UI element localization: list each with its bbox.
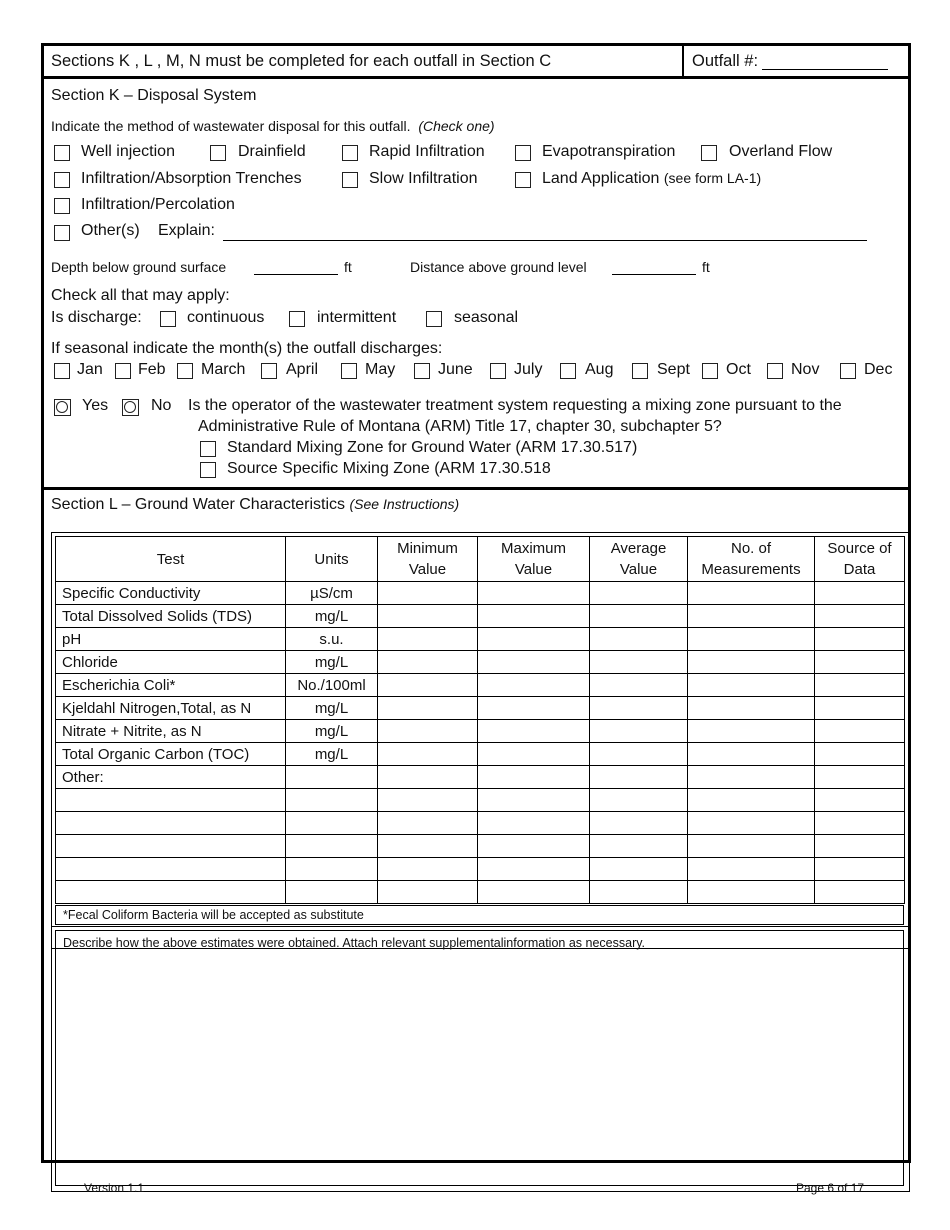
col-max: Maximum Value [478, 537, 590, 582]
measurements-cell[interactable] [688, 812, 815, 835]
min-value-cell[interactable] [378, 674, 478, 697]
max-value-cell[interactable] [478, 697, 590, 720]
table-row [56, 674, 905, 697]
units-cell: s.u. [286, 628, 378, 651]
max-value-cell[interactable] [478, 881, 590, 904]
describe-label: Describe how the above estimates were obtained. Attach relevant supplementalinformation as necessary. [63, 936, 646, 950]
overland-flow-label: Overland Flow [729, 143, 833, 160]
may-label: May [365, 361, 396, 378]
min-value-cell[interactable] [378, 628, 478, 651]
table-row [56, 858, 905, 881]
test-cell [56, 835, 286, 858]
test-cell [56, 789, 286, 812]
measurements-cell[interactable] [688, 789, 815, 812]
march-label: March [201, 361, 246, 378]
explain-input[interactable] [223, 240, 867, 241]
june-checkbox[interactable] [414, 363, 430, 379]
table-row [56, 651, 905, 674]
table-row [56, 881, 905, 904]
land-application-checkbox[interactable] [515, 172, 531, 188]
outfall-label: Outfall #: [692, 51, 759, 70]
min-value-cell[interactable] [378, 697, 478, 720]
avg-value-cell[interactable] [590, 697, 688, 720]
dec-checkbox[interactable] [840, 363, 856, 379]
source-cell[interactable] [815, 789, 905, 812]
no-label: No [151, 397, 172, 414]
form-header [44, 46, 908, 79]
infiltration-absorption-checkbox[interactable] [54, 172, 70, 188]
march-checkbox[interactable] [177, 363, 193, 379]
drainfield-label: Drainfield [238, 143, 306, 160]
table-row [56, 812, 905, 835]
max-value-cell[interactable] [478, 720, 590, 743]
slow-infiltration-checkbox[interactable] [342, 172, 358, 188]
oct-label: Oct [726, 361, 751, 378]
units-cell: mg/L [286, 720, 378, 743]
col-measurements: No. of Measurements [688, 537, 815, 582]
min-value-cell[interactable] [378, 766, 478, 789]
measurements-cell[interactable] [688, 697, 815, 720]
infiltration-percolation-checkbox[interactable] [54, 198, 70, 214]
sept-label: Sept [657, 361, 690, 378]
test-cell: Total Organic Carbon (TOC) [56, 743, 286, 766]
col-test: Test [56, 537, 286, 582]
min-value-cell[interactable] [378, 651, 478, 674]
ground-water-table-frame [51, 532, 910, 949]
section-l-title: Section L – Ground Water Characteristics (See Instructions) [51, 496, 460, 513]
min-value-cell[interactable] [378, 835, 478, 858]
jan-checkbox[interactable] [54, 363, 70, 379]
infiltration-absorption-label: Infiltration/Absorption Trenches [81, 170, 302, 187]
max-value-cell[interactable] [478, 605, 590, 628]
avg-value-cell[interactable] [590, 674, 688, 697]
continuous-label: continuous [187, 309, 265, 326]
source-cell[interactable] [815, 651, 905, 674]
test-cell [56, 881, 286, 904]
nov-label: Nov [791, 361, 820, 378]
measurements-cell[interactable] [688, 651, 815, 674]
test-cell: Other: [56, 766, 286, 789]
outfall-number-input[interactable] [762, 52, 888, 70]
source-cell[interactable] [815, 674, 905, 697]
source-cell[interactable] [815, 605, 905, 628]
col-units: Units [286, 537, 378, 582]
table-row [56, 743, 905, 766]
dec-label: Dec [864, 361, 893, 378]
min-value-cell[interactable] [378, 743, 478, 766]
col-avg: Average Value [590, 537, 688, 582]
intermittent-checkbox[interactable] [289, 311, 305, 327]
sections-instruction: Sections K , L , M, N must be completed for each outfall in Section C [51, 51, 552, 70]
avg-value-cell[interactable] [590, 858, 688, 881]
distance-unit: ft [702, 259, 710, 275]
oct-checkbox[interactable] [702, 363, 718, 379]
max-value-cell[interactable] [478, 651, 590, 674]
table-row [56, 582, 905, 605]
source-cell[interactable] [815, 720, 905, 743]
table-row [56, 628, 905, 651]
units-cell: No./100ml [286, 674, 378, 697]
standard-mixing-zone-label: Standard Mixing Zone for Ground Water (ARM 17.30.517) [227, 439, 638, 456]
aug-checkbox[interactable] [560, 363, 576, 379]
units-cell [286, 835, 378, 858]
april-checkbox[interactable] [261, 363, 277, 379]
table-header-row [56, 537, 905, 582]
min-value-cell[interactable] [378, 858, 478, 881]
distance-label: Distance above ground level [410, 259, 587, 275]
method-prompt: Indicate the method of wastewater disposal for this outfall. (Check one) [51, 118, 495, 134]
infiltration-percolation-label: Infiltration/Percolation [81, 196, 235, 213]
measurements-cell[interactable] [688, 582, 815, 605]
source-cell[interactable] [815, 812, 905, 835]
max-value-cell[interactable] [478, 674, 590, 697]
mixing-zone-question: Is the operator of the wastewater treatment system requesting a mixing zone pursuant to the [188, 397, 842, 414]
feb-checkbox[interactable] [115, 363, 131, 379]
source-cell[interactable] [815, 628, 905, 651]
min-value-cell[interactable] [378, 812, 478, 835]
table-row [56, 697, 905, 720]
seasonal-label: seasonal [454, 309, 519, 326]
col-min: Minimum Value [378, 537, 478, 582]
min-value-cell[interactable] [378, 789, 478, 812]
avg-value-cell[interactable] [590, 881, 688, 904]
source-cell[interactable] [815, 881, 905, 904]
distance-input[interactable] [612, 274, 696, 275]
avg-value-cell[interactable] [590, 789, 688, 812]
source-cell[interactable] [815, 697, 905, 720]
source-cell[interactable] [815, 858, 905, 881]
evapotranspiration-checkbox[interactable] [515, 145, 531, 161]
rapid-infiltration-checkbox[interactable] [342, 145, 358, 161]
source-cell[interactable] [815, 582, 905, 605]
avg-value-cell[interactable] [590, 720, 688, 743]
other-method-checkbox[interactable] [54, 225, 70, 241]
test-cell: Specific Conductivity [56, 582, 286, 605]
rapid-infiltration-label: Rapid Infiltration [369, 143, 485, 160]
measurements-cell[interactable] [688, 743, 815, 766]
table-row [56, 835, 905, 858]
overland-flow-checkbox[interactable] [701, 145, 717, 161]
min-value-cell[interactable] [378, 582, 478, 605]
feb-label: Feb [138, 361, 166, 378]
outfall-number-field [682, 46, 908, 76]
describe-box[interactable] [55, 930, 904, 1186]
footnote: *Fecal Coliform Bacteria will be accepted as substitute [55, 905, 904, 925]
test-cell [56, 858, 286, 881]
check-all-label: Check all that may apply: [51, 287, 230, 304]
jan-label: Jan [77, 361, 103, 378]
intermittent-label: intermittent [317, 309, 397, 326]
min-value-cell[interactable] [378, 881, 478, 904]
test-cell: pH [56, 628, 286, 651]
table-row [56, 766, 905, 789]
seasonal-checkbox[interactable] [426, 311, 442, 327]
describe-box-frame [51, 926, 910, 1192]
source-cell[interactable] [815, 766, 905, 789]
nov-checkbox[interactable] [767, 363, 783, 379]
seasonal-prompt: If seasonal indicate the month(s) the outfall discharges: [51, 340, 443, 357]
section-k [44, 79, 908, 490]
may-checkbox[interactable] [341, 363, 357, 379]
evapotranspiration-label: Evapotranspiration [542, 143, 676, 160]
mixing-zone-question-cont: Administrative Rule of Montana (ARM) Title 17, chapter 30, subchapter 5? [198, 418, 722, 435]
measurements-cell[interactable] [688, 881, 815, 904]
units-cell: mg/L [286, 651, 378, 674]
drainfield-checkbox[interactable] [210, 145, 226, 161]
measurements-cell[interactable] [688, 628, 815, 651]
permit-form [41, 43, 911, 1163]
is-discharge-label: Is discharge: [51, 309, 142, 326]
test-cell [56, 812, 286, 835]
avg-value-cell[interactable] [590, 628, 688, 651]
april-label: April [286, 361, 319, 378]
measurements-cell[interactable] [688, 605, 815, 628]
avg-value-cell[interactable] [590, 651, 688, 674]
land-application-label: Land Application (see form LA-1) [542, 170, 762, 187]
measurements-cell[interactable] [688, 720, 815, 743]
version-label: Version 1.1 [84, 1181, 145, 1195]
standard-mixing-zone-checkbox[interactable] [200, 441, 216, 457]
table-row [56, 789, 905, 812]
source-cell[interactable] [815, 743, 905, 766]
min-value-cell[interactable] [378, 720, 478, 743]
section-k-title: Section K – Disposal System [51, 87, 257, 104]
max-value-cell[interactable] [478, 812, 590, 835]
test-cell: Total Dissolved Solids (TDS) [56, 605, 286, 628]
col-source: Source of Data [815, 537, 905, 582]
well-injection-label: Well injection [81, 143, 175, 160]
avg-value-cell[interactable] [590, 582, 688, 605]
ground-water-table [55, 536, 905, 904]
mixing-zone-yes-radio[interactable] [54, 399, 71, 416]
max-value-cell[interactable] [478, 628, 590, 651]
max-value-cell[interactable] [478, 766, 590, 789]
measurements-cell[interactable] [688, 674, 815, 697]
avg-value-cell[interactable] [590, 743, 688, 766]
yes-label: Yes [82, 397, 109, 414]
page-number: Page 6 of 17 [796, 1181, 865, 1195]
test-cell: Kjeldahl Nitrogen,Total, as N [56, 697, 286, 720]
avg-value-cell[interactable] [590, 766, 688, 789]
units-cell: mg/L [286, 743, 378, 766]
units-cell [286, 766, 378, 789]
units-cell [286, 881, 378, 904]
max-value-cell[interactable] [478, 858, 590, 881]
other-method-label: Other(s) [81, 222, 140, 239]
mixing-zone-no-radio[interactable] [122, 399, 139, 416]
source-cell[interactable] [815, 835, 905, 858]
measurements-cell[interactable] [688, 835, 815, 858]
june-label: June [438, 361, 473, 378]
july-checkbox[interactable] [490, 363, 506, 379]
test-cell: Chloride [56, 651, 286, 674]
units-cell [286, 812, 378, 835]
table-row [56, 605, 905, 628]
aug-label: Aug [585, 361, 614, 378]
continuous-checkbox[interactable] [160, 311, 176, 327]
july-label: July [514, 361, 543, 378]
explain-label: Explain: [158, 222, 215, 239]
source-mixing-zone-checkbox[interactable] [200, 462, 216, 478]
depth-label: Depth below ground surface [51, 259, 227, 275]
max-value-cell[interactable] [478, 835, 590, 858]
test-cell: Nitrate + Nitrite, as N [56, 720, 286, 743]
depth-input[interactable] [254, 274, 338, 275]
measurements-cell[interactable] [688, 766, 815, 789]
units-cell: mg/L [286, 697, 378, 720]
max-value-cell[interactable] [478, 789, 590, 812]
test-cell: Escherichia Coli* [56, 674, 286, 697]
max-value-cell[interactable] [478, 743, 590, 766]
slow-infiltration-label: Slow Infiltration [369, 170, 478, 187]
table-row [56, 720, 905, 743]
avg-value-cell[interactable] [590, 605, 688, 628]
min-value-cell[interactable] [378, 605, 478, 628]
sept-checkbox[interactable] [632, 363, 648, 379]
avg-value-cell[interactable] [590, 812, 688, 835]
source-mixing-zone-label: Source Specific Mixing Zone (ARM 17.30.518 [227, 460, 551, 477]
depth-unit: ft [344, 259, 352, 275]
units-cell: mg/L [286, 605, 378, 628]
avg-value-cell[interactable] [590, 835, 688, 858]
measurements-cell[interactable] [688, 858, 815, 881]
units-cell: µS/cm [286, 582, 378, 605]
well-injection-checkbox[interactable] [54, 145, 70, 161]
max-value-cell[interactable] [478, 582, 590, 605]
units-cell [286, 858, 378, 881]
units-cell [286, 789, 378, 812]
